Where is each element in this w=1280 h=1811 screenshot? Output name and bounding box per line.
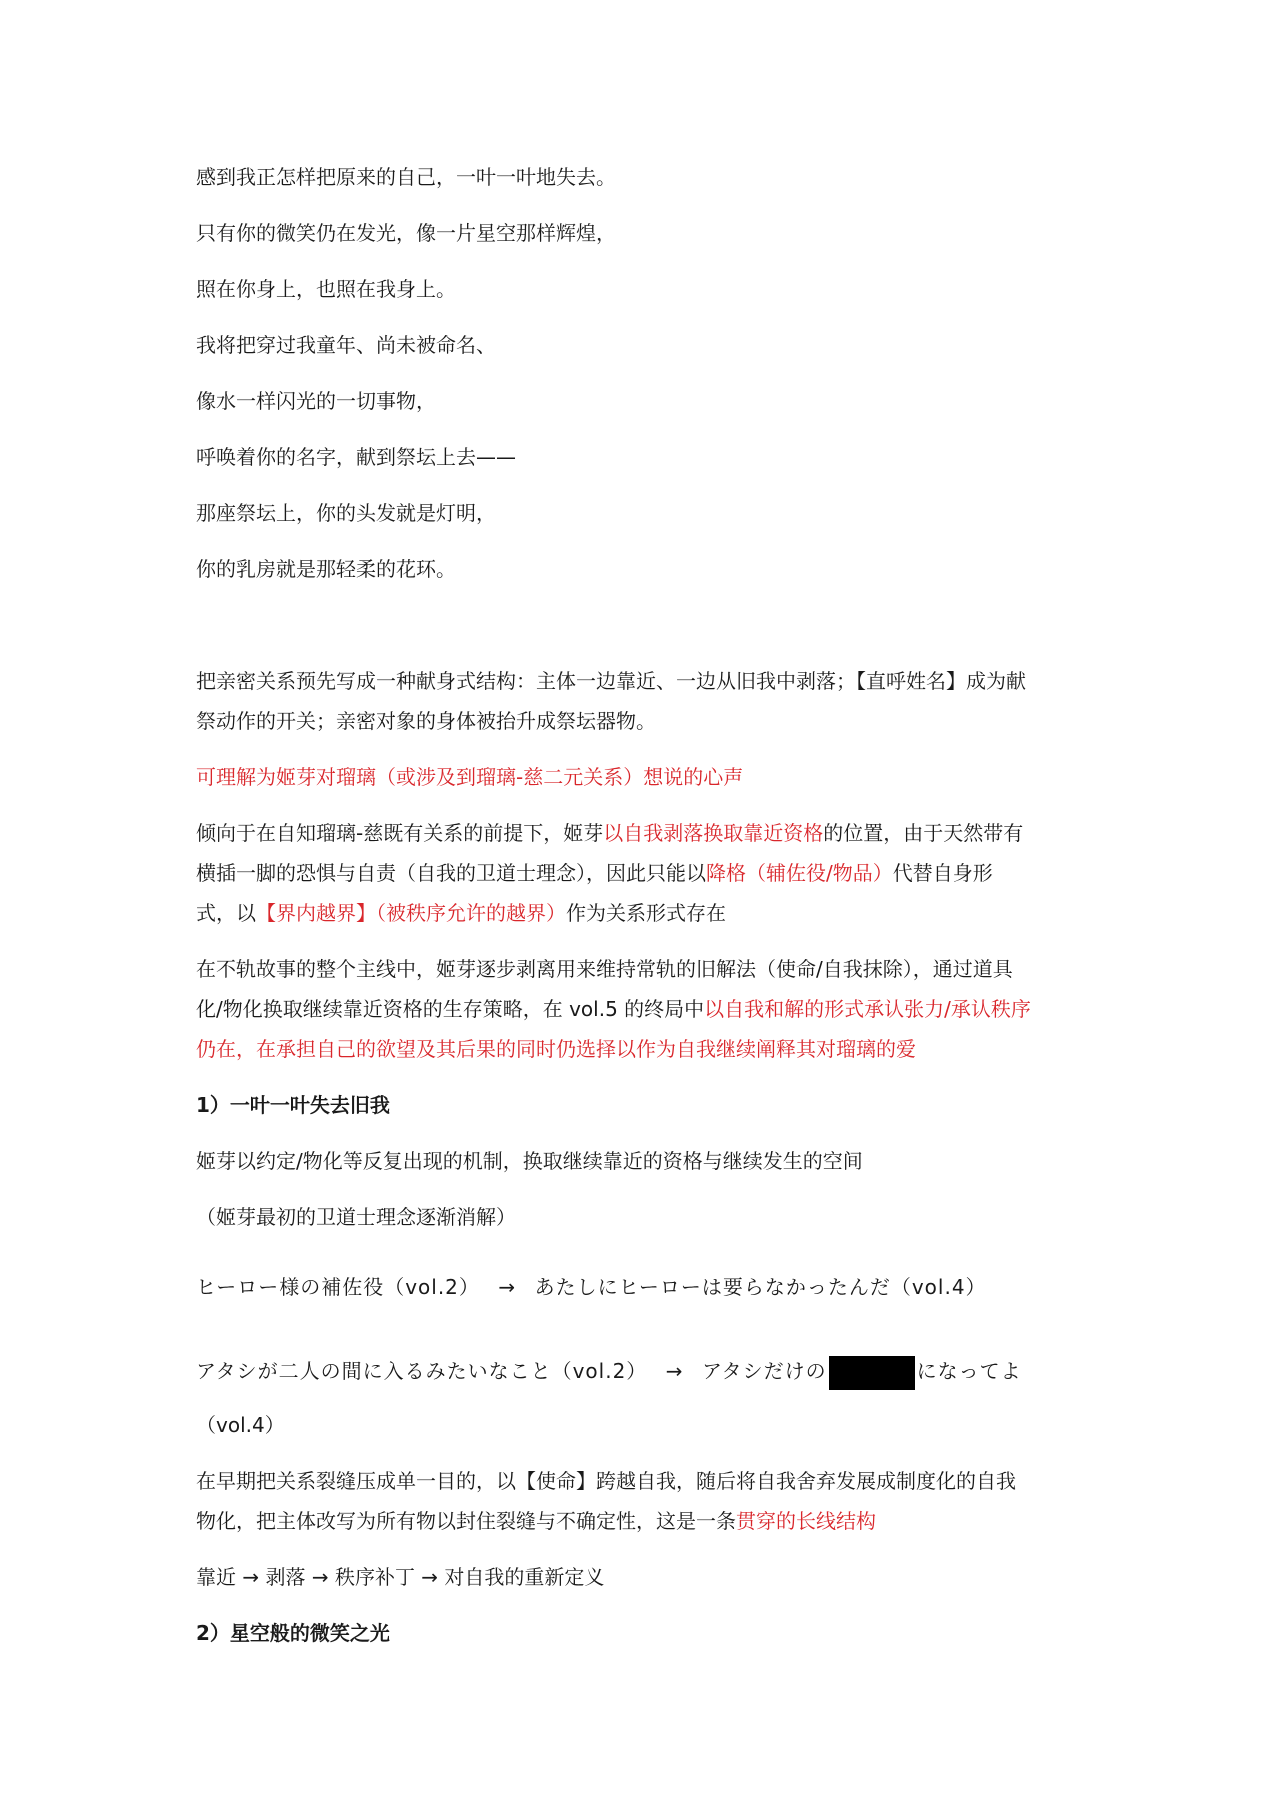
- poem-line-4: 我将把穿过我童年、尚未被命名、: [196, 333, 496, 357]
- highlight: 贯穿的长线结构: [736, 1509, 876, 1533]
- analysis-paragraph-2-line-2: [196, 854, 1096, 892]
- section-2-heading: 2）星空般的微笑之光: [196, 1621, 390, 1645]
- poem-line-8: 你的乳房就是那轻柔的花环。: [196, 557, 456, 581]
- highlight: 以自我剥落换取靠近资格: [603, 821, 824, 845]
- section-1-heading: 1）一叶一叶失去旧我: [196, 1093, 390, 1117]
- quote-source: ヒーロー様の補佐役（vol.2）: [196, 1275, 480, 1299]
- quote-line-2-volume: （vol.4）: [196, 1413, 285, 1437]
- red-heading: 可理解为姬芽对瑠璃（或涉及到瑠璃-慈二元关系）想说的心声: [196, 765, 744, 789]
- quote-target-end: になってよ: [916, 1359, 1022, 1383]
- analysis-paragraph-2-line-1: [196, 814, 1096, 852]
- text: 代替自身形: [892, 861, 993, 885]
- poem-line-7: 那座祭坛上，你的头发就是灯明，: [196, 501, 496, 525]
- quote-target: アタシだけの: [702, 1359, 827, 1383]
- poem-line-1: 感到我正怎样把原来的自己，一叶一叶地失去。: [196, 165, 616, 189]
- text: 化/物化换取继续靠近资格的生存策略，在 vol.5 的终局中: [196, 997, 705, 1021]
- section-1-paragraph-3-line-1: 在早期把关系裂缝压成单一目的，以【使命】跨越自我，随后将自我舍弃发展成制度化的自我: [196, 1469, 1016, 1493]
- text: 的位置，由于天然带有: [823, 821, 1024, 845]
- arrow-icon: →: [665, 1359, 684, 1383]
- text: 物化，把主体改写为所有物以封住裂缝与不确定性，这是一条: [196, 1509, 736, 1533]
- analysis-paragraph-3-line-1: 在不轨故事的整个主线中，姬芽逐步剥离用来维持常轨的旧解法（使命/自我抹除），通过道具: [196, 957, 1013, 981]
- highlight: 以自我和解的形式承认张力/承认秩序: [704, 997, 1031, 1021]
- analysis-paragraph-1-line-2: 祭动作的开关；亲密对象的身体被抬升成祭坛器物。: [196, 709, 656, 733]
- quote-line-1: [196, 1268, 1096, 1306]
- quote-line-2: [196, 1352, 1096, 1390]
- section-1-paragraph-1: 姬芽以约定/物化等反复出现的机制，换取继续靠近的资格与继续发生的空间: [196, 1149, 863, 1173]
- process-chain: 靠近 → 剥落 → 秩序补丁 → 对自我的重新定义: [196, 1565, 605, 1589]
- analysis-paragraph-3-line-2: [196, 990, 1096, 1028]
- quote-target: あたしにヒーローは要らなかったんだ（vol.4）: [534, 1275, 987, 1299]
- analysis-paragraph-3-line-3: 仍在，在承担自己的欲望及其后果的同时仍选择以作为自我继续阐释其对瑠璃的爱: [196, 1037, 916, 1061]
- analysis-paragraph-2-line-3: [196, 894, 1096, 932]
- arrow-icon: →: [498, 1275, 517, 1299]
- section-1-paragraph-2: （姬芽最初的卫道士理念逐渐消解）: [196, 1205, 516, 1229]
- poem-line-5: 像水一样闪光的一切事物，: [196, 389, 436, 413]
- analysis-paragraph-1-line-1: 把亲密关系预先写成一种献身式结构：主体一边靠近、一边从旧我中剥落；【直呼姓名】成为献: [196, 669, 1026, 693]
- quote-source: アタシが二人の間に入るみたいなこと（vol.2）: [196, 1359, 648, 1383]
- highlight: 【界内越界】（被秩序允许的越界）: [256, 901, 566, 925]
- poem-line-3: 照在你身上，也照在我身上。: [196, 277, 456, 301]
- poem-line-2: 只有你的微笑仍在发光，像一片星空那样辉煌，: [196, 221, 616, 245]
- text: 横插一脚的恐惧与自责（自我的卫道士理念），因此只能以: [196, 861, 706, 885]
- text: 式，以: [196, 901, 256, 925]
- text: 倾向于在自知瑠璃-慈既有关系的前提下，姬芽: [196, 821, 604, 845]
- highlight: 降格（辅佐役/物品）: [706, 861, 893, 885]
- section-1-paragraph-3-line-2: [196, 1502, 1096, 1540]
- text: 作为关系形式存在: [566, 901, 726, 925]
- poem-line-6: 呼唤着你的名字，献到祭坛上去——: [196, 445, 516, 469]
- redaction-block: [829, 1356, 915, 1390]
